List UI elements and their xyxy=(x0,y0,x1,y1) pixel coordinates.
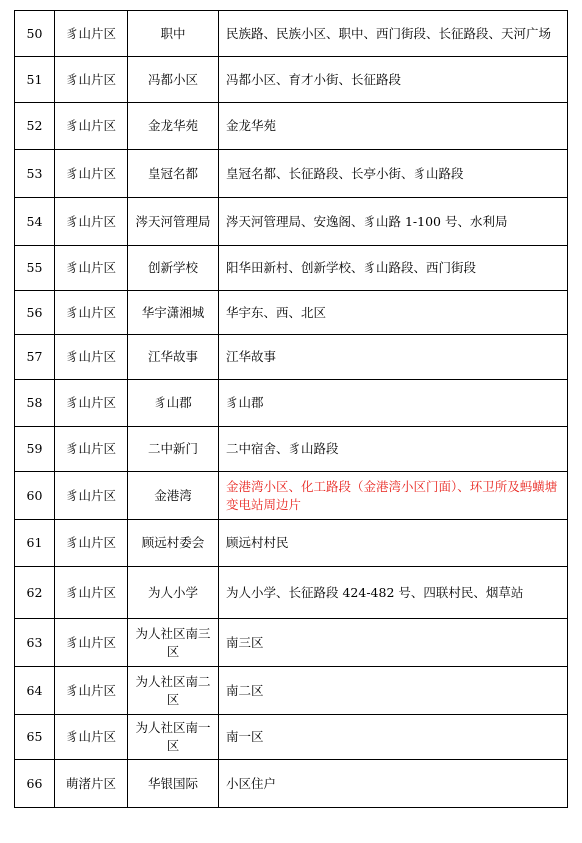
row-number: 61 xyxy=(15,520,55,567)
coverage-range-cell: 南二区 xyxy=(219,667,568,715)
coverage-range-cell: 金港湾小区、化工路段（金港湾小区门面）、环卫所及蚂蟥塘变电站周边片 xyxy=(219,472,568,520)
coverage-range-cell: 皇冠名都、长征路段、长亭小街、豸山路段 xyxy=(219,150,568,198)
site-name-cell: 冯都小区 xyxy=(128,57,219,103)
site-name-cell: 华宇潇湘城 xyxy=(128,291,219,335)
site-name-cell: 皇冠名都 xyxy=(128,150,219,198)
area-cell: 豸山片区 xyxy=(55,667,128,715)
coverage-range-cell: 金龙华苑 xyxy=(219,103,568,150)
site-name-cell: 金港湾 xyxy=(128,472,219,520)
table-row xyxy=(15,667,568,715)
area-cell: 豸山片区 xyxy=(55,11,128,57)
row-number: 52 xyxy=(15,103,55,150)
coverage-range-cell: 华宇东、西、北区 xyxy=(219,291,568,335)
area-cell: 豸山片区 xyxy=(55,715,128,760)
area-cell: 豸山片区 xyxy=(55,567,128,619)
row-number: 62 xyxy=(15,567,55,619)
row-number: 51 xyxy=(15,57,55,103)
coverage-range-cell: 涔天河管理局、安逸阁、豸山路 1-100 号、水利局 xyxy=(219,198,568,246)
area-cell: 豸山片区 xyxy=(55,150,128,198)
area-cell: 豸山片区 xyxy=(55,57,128,103)
row-number: 63 xyxy=(15,619,55,667)
table-row xyxy=(15,520,568,567)
table-row xyxy=(15,11,568,57)
row-number: 56 xyxy=(15,291,55,335)
table-row xyxy=(15,57,568,103)
site-name-cell: 江华故事 xyxy=(128,335,219,380)
coverage-range-cell: 南一区 xyxy=(219,715,568,760)
table-body xyxy=(15,11,568,808)
table-row xyxy=(15,335,568,380)
site-name-cell: 华银国际 xyxy=(128,760,219,808)
row-number: 57 xyxy=(15,335,55,380)
table-row xyxy=(15,380,568,427)
coverage-range-cell: 为人小学、长征路段 424-482 号、四联村民、烟草站 xyxy=(219,567,568,619)
coverage-range-cell: 二中宿舍、豸山路段 xyxy=(219,427,568,472)
site-name-cell: 金龙华苑 xyxy=(128,103,219,150)
table-row xyxy=(15,291,568,335)
table-row xyxy=(15,198,568,246)
row-number: 64 xyxy=(15,667,55,715)
row-number: 54 xyxy=(15,198,55,246)
area-cell: 豸山片区 xyxy=(55,380,128,427)
area-cell: 豸山片区 xyxy=(55,472,128,520)
coverage-range-cell: 阳华田新村、创新学校、豸山路段、西门街段 xyxy=(219,246,568,291)
coverage-range-cell: 民族路、民族小区、职中、西门街段、长征路段、天河广场 xyxy=(219,11,568,57)
table-row xyxy=(15,567,568,619)
table-row xyxy=(15,715,568,760)
row-number: 66 xyxy=(15,760,55,808)
area-cell: 豸山片区 xyxy=(55,520,128,567)
row-number: 65 xyxy=(15,715,55,760)
site-name-cell: 为人小学 xyxy=(128,567,219,619)
coverage-range-cell: 南三区 xyxy=(219,619,568,667)
table-row xyxy=(15,150,568,198)
district-table xyxy=(14,10,568,808)
table-row xyxy=(15,619,568,667)
site-name-cell: 职中 xyxy=(128,11,219,57)
site-name-cell: 为人社区南二区 xyxy=(128,667,219,715)
row-number: 53 xyxy=(15,150,55,198)
site-name-cell: 为人社区南一区 xyxy=(128,715,219,760)
site-name-cell: 涔天河管理局 xyxy=(128,198,219,246)
table-row xyxy=(15,103,568,150)
area-cell: 豸山片区 xyxy=(55,103,128,150)
coverage-range-cell: 豸山郡 xyxy=(219,380,568,427)
area-cell: 豸山片区 xyxy=(55,427,128,472)
site-name-cell: 豸山郡 xyxy=(128,380,219,427)
area-cell: 豸山片区 xyxy=(55,335,128,380)
coverage-range-cell: 小区住户 xyxy=(219,760,568,808)
table-row xyxy=(15,760,568,808)
row-number: 50 xyxy=(15,11,55,57)
site-name-cell: 顾远村委会 xyxy=(128,520,219,567)
row-number: 59 xyxy=(15,427,55,472)
row-number: 55 xyxy=(15,246,55,291)
table-row xyxy=(15,427,568,472)
area-cell: 豸山片区 xyxy=(55,619,128,667)
table-row xyxy=(15,246,568,291)
coverage-range-cell: 顾远村村民 xyxy=(219,520,568,567)
coverage-range-cell: 江华故事 xyxy=(219,335,568,380)
row-number: 60 xyxy=(15,472,55,520)
area-cell: 豸山片区 xyxy=(55,198,128,246)
table-row xyxy=(15,472,568,520)
site-name-cell: 创新学校 xyxy=(128,246,219,291)
site-name-cell: 二中新门 xyxy=(128,427,219,472)
site-name-cell: 为人社区南三区 xyxy=(128,619,219,667)
area-cell: 豸山片区 xyxy=(55,246,128,291)
coverage-range-cell: 冯都小区、育才小街、长征路段 xyxy=(219,57,568,103)
row-number: 58 xyxy=(15,380,55,427)
area-cell: 豸山片区 xyxy=(55,291,128,335)
area-cell: 萌渚片区 xyxy=(55,760,128,808)
